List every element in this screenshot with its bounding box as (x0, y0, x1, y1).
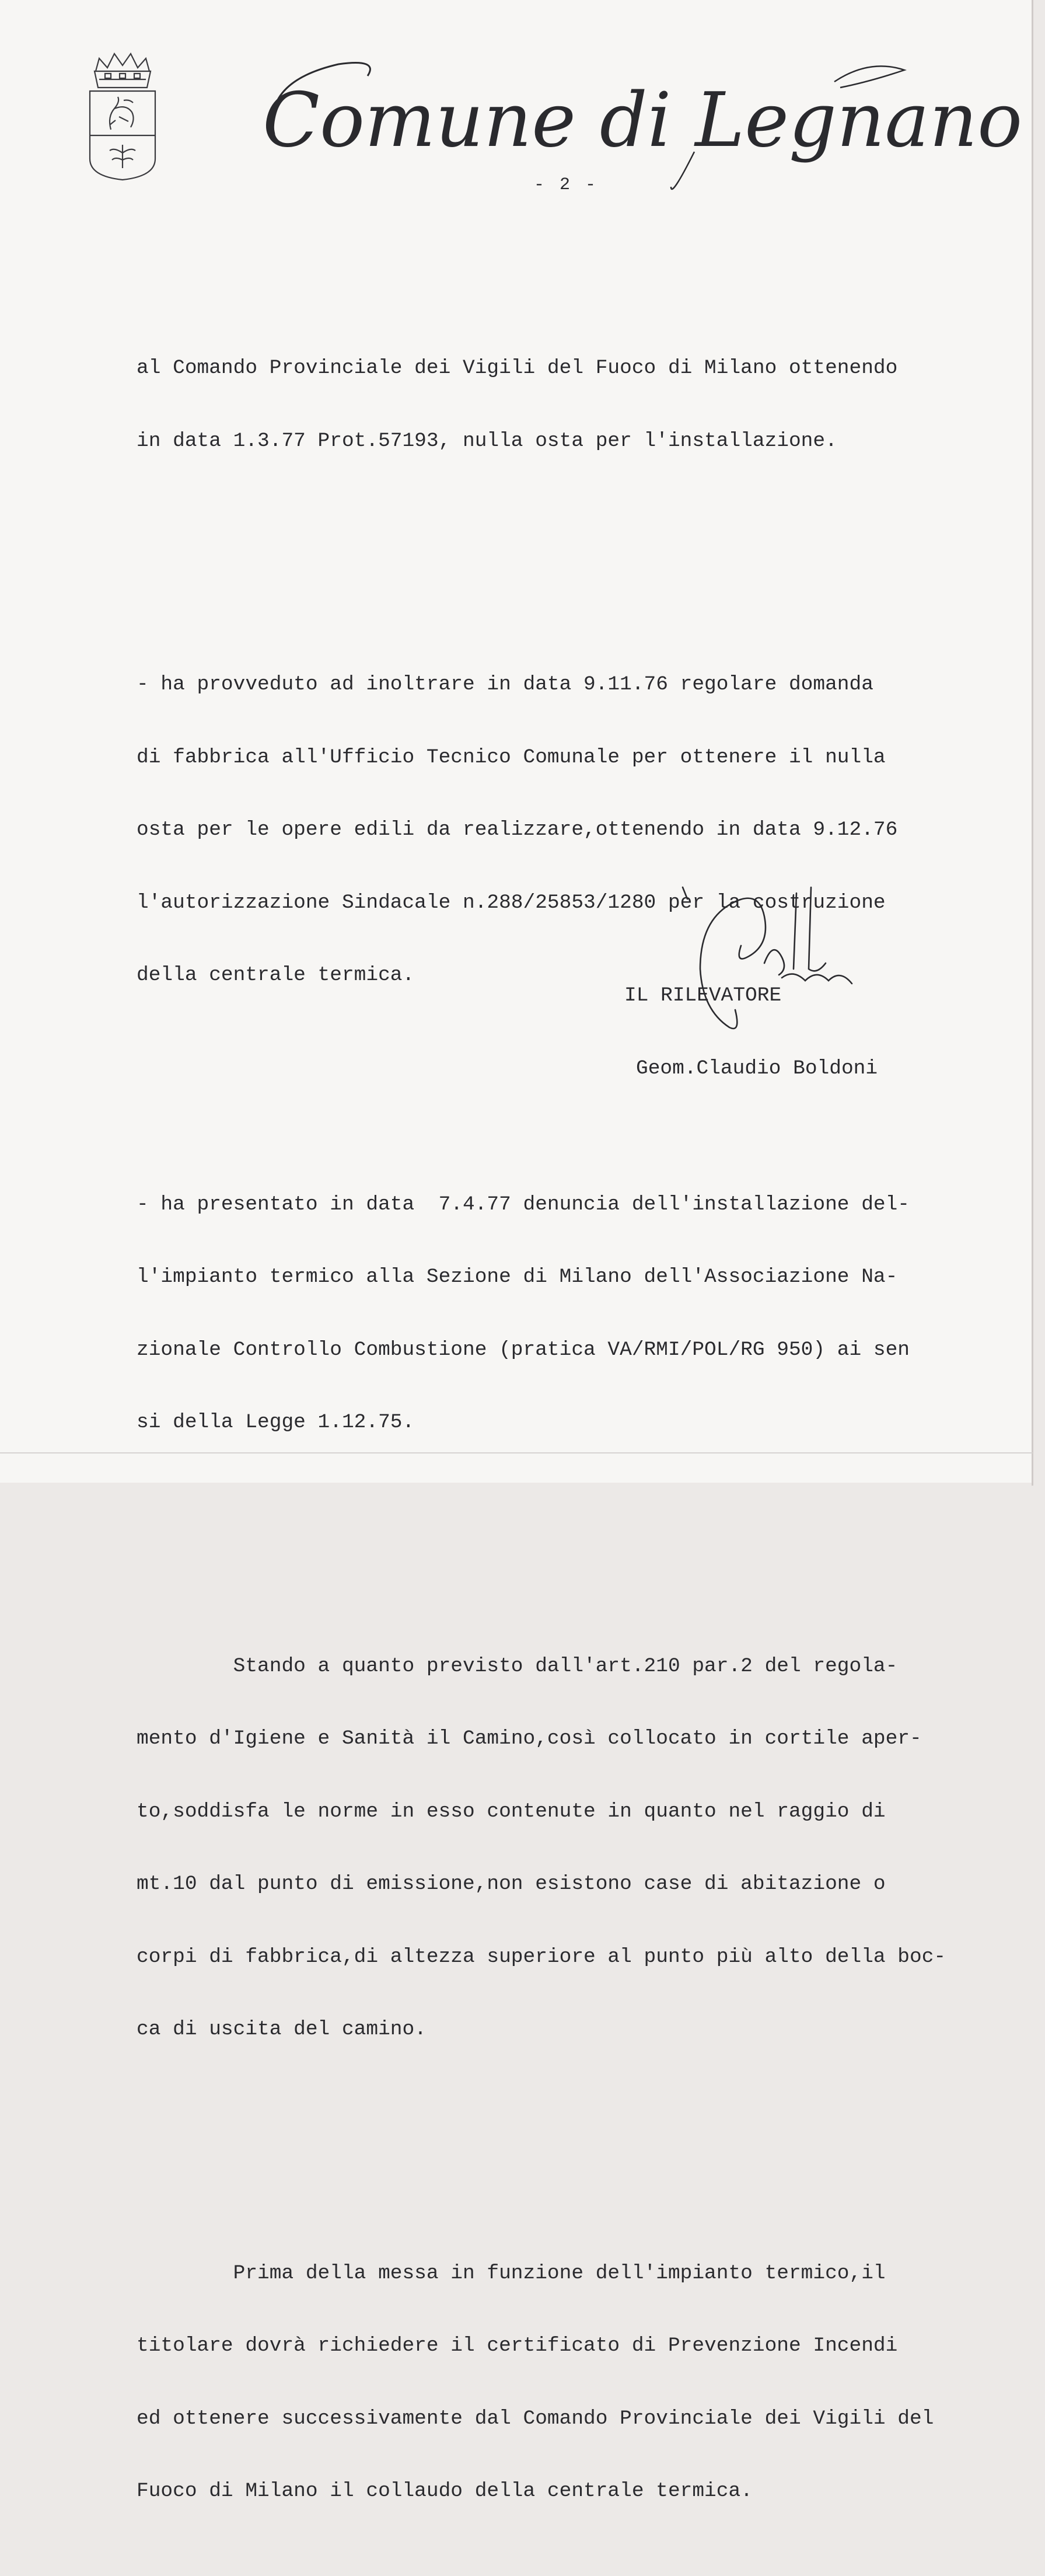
signatory-name: Geom.Claudio Boldoni (636, 1057, 878, 1080)
page-number: - 2 - (533, 175, 598, 195)
body-line: ca di uscita del camino. (137, 2018, 427, 2041)
body-line: in data 1.3.77 Prot.57193, nulla osta per l'installazione. (137, 429, 837, 452)
body-line: Prima della messa in funzione dell'impianto termico,il (137, 2261, 886, 2285)
handwritten-signature (677, 881, 887, 1051)
body-line: l'autorizzazione Sindacale n.288/25853/1280 per la costruzione (137, 891, 886, 914)
body-line: di fabbrica all'Ufficio Tecnico Comunale per ottenere il nulla (137, 745, 886, 769)
body-line: l'impianto termico alla Sezione di Milano dell'Associazione Na- (137, 1266, 898, 1288)
body-line: mento d'Igiene e Sanità il Camino,così collocato in cortile aper- (137, 1727, 922, 1750)
body-line: al Comando Provinciale dei Vigili del Fuoco di Milano ottenendo (137, 357, 898, 379)
paragraph-fire-prevention (137, 2213, 965, 2552)
body-line: Fuoco di Milano il collaudo della centrale termica. (137, 2480, 753, 2502)
body-line: corpi di fabbrica,di altezza superiore al punto più alto della boc- (137, 1945, 946, 1968)
signatory-role: IL RILEVATORE (624, 984, 782, 1007)
page-edge-right (1032, 0, 1033, 1486)
body-line: della centrale termica. (137, 964, 415, 987)
body-line: zionale Controllo Combustione (pratica VA/RMI/POL/RG 950) ai sen (137, 1338, 910, 1361)
body-line: mt.10 dal punto di emissione,non esistono case di abitazione o (137, 1873, 886, 1895)
paragraph-combustion-report (137, 1144, 965, 1483)
body-line: Stando a quanto previsto dall'art.210 par.2 del regola- (137, 1654, 898, 1678)
letterhead-title-text: Comune di Legnano (263, 77, 1023, 164)
body-line: - ha provveduto ad inoltrare in data 9.11.76 regolare domanda (137, 673, 873, 696)
paragraph-intro (137, 308, 965, 501)
coat-of-arms-icon (82, 48, 163, 182)
body-line: to,soddisfa le norme in esso contenute in quanto nel raggio di (137, 1800, 886, 1823)
letter-body (137, 259, 965, 2576)
body-line: osta per le opere edili da realizzare,ottenendo in data 9.12.76 (137, 818, 898, 841)
paragraph-chimney-regulation (137, 1606, 965, 2090)
body-line: titolare dovrà richiedere il certificato di Prevenzione Incendi (137, 2334, 898, 2357)
body-line: si della Legge 1.12.75. (137, 1411, 415, 1434)
letterhead-title (251, 47, 1023, 204)
body-line: ed ottenere successivamente dal Comando Provinciale dei Vigili del (137, 2407, 934, 2430)
body-line: - ha presentato in data 7.4.77 denuncia dell'installazione del- (137, 1193, 910, 1216)
